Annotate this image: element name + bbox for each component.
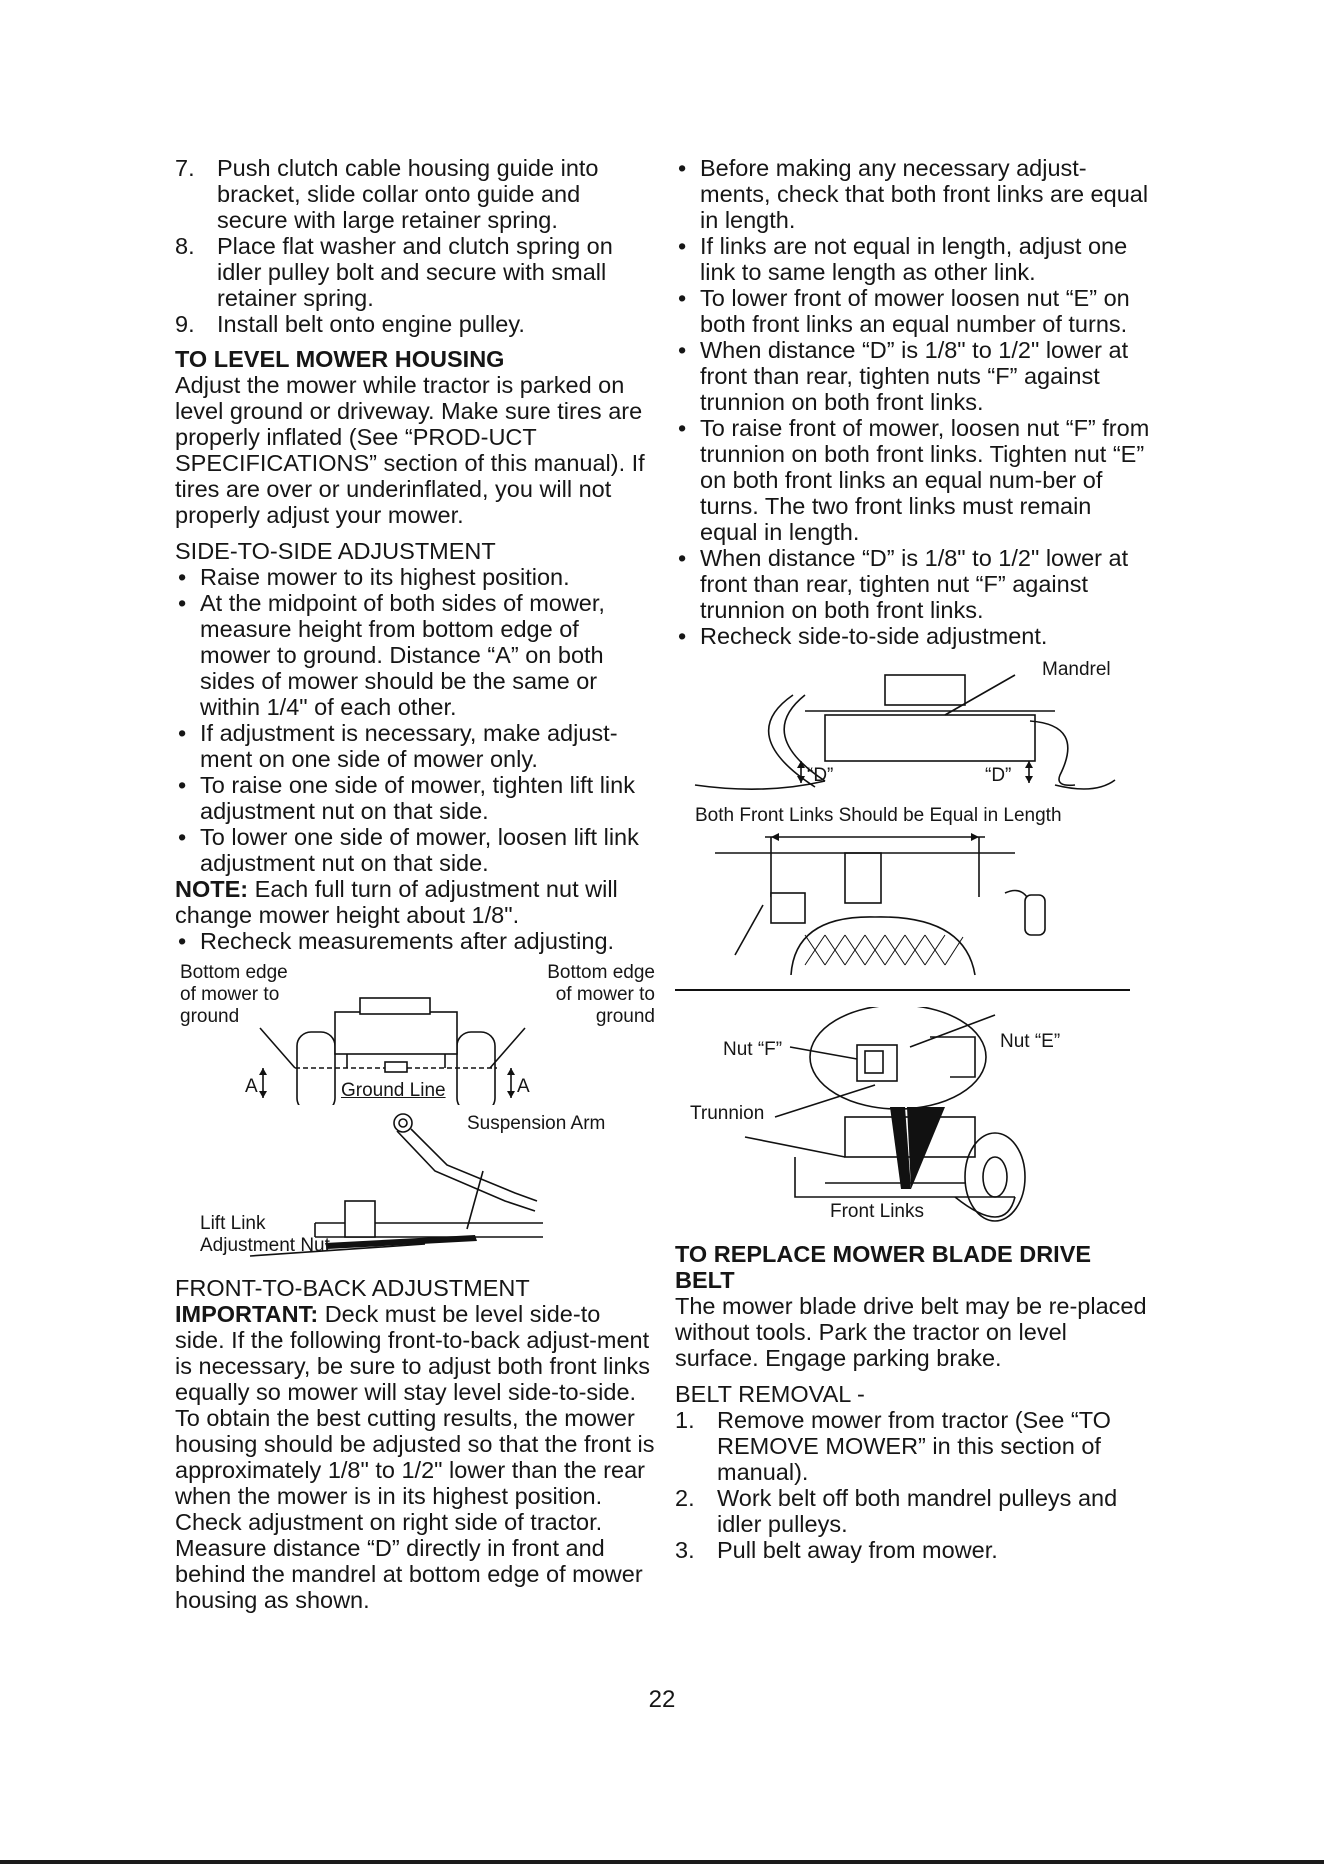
list-item: • If adjustment is necessary, make adjust-ment on one side of mower only. [175,720,655,772]
important-text: Deck must be level side-to side. If the following front-to-back adjust-ment is necessary, be sure to adjust both front links equally so mower will stay level side-to-side. [175,1301,651,1405]
level-intro-text: Adjust the mower while tractor is parked on level ground or driveway. Make sure tires are properly inflated (See “PROD-UCT SPECIFICATIONS” section of this manual). If tires are over or underinflated, you will not properly adjust your mower. [175,372,645,528]
list-item: • When distance “D” is 1/8" to 1/2" lower at front than rear, tighten nuts “F” against trunnion on both front links. [675,337,1155,415]
nut-f-label: Nut “F” [723,1039,783,1060]
list-item [175,155,655,233]
list-item: • When distance “D” is 1/8" to 1/2" lower at front than rear, tighten nut “F” against trunnion on both front links. [675,545,1155,623]
step-number: 3. [675,1537,695,1563]
front-to-back-heading: FRONT-TO-BACK ADJUSTMENT [175,1275,530,1301]
list-item: • If links are not equal in length, adjust one link to same length as other link. [675,233,1155,285]
side-to-side-heading: SIDE-TO-SIDE ADJUSTMENT [175,538,496,564]
important-paragraph [175,1301,655,1405]
bottom-edge-label-right: Bottom edge of mower to ground [547,962,655,1027]
list-item: • At the midpoint of both sides of mower, measure height from bottom edge of mower to ground. Distance “A” on both sides of mower should be the same or within 1/4" of each other. [175,590,655,720]
list-item: • Recheck side-to-side adjustment. [675,623,1155,649]
mandrel-label: Mandrel [1042,659,1111,680]
list-item [175,311,655,337]
list-item [675,1537,1155,1563]
step-text: Work belt off both mandrel pulleys and idler pulleys. [717,1485,1118,1537]
list-item [675,1407,1155,1485]
front-links-figure [675,805,1155,983]
step-text: Install belt onto engine pulley. [217,311,525,337]
list-item: • Recheck measurements after adjusting. [175,928,655,954]
check-adjustment-text: Check adjustment on right side of tractor. Measure distance “D” directly in front and behind the mandrel at bottom edge of mower housing as shown. [175,1509,643,1613]
step-text: Place flat washer and clutch spring on idler pulley bolt and secure with small retainer spring. [217,233,613,311]
trunnion-figure [675,1007,1155,1229]
list-item [175,233,655,311]
front-links-drawing [675,805,1155,983]
side-to-side-bullets [175,564,655,876]
section-divider [675,989,1130,991]
list-item: • Before making any necessary adjust-ments, check that both front links are equal in length. [675,155,1155,233]
ground-line-label: Ground Line [341,1080,446,1101]
side-to-side-figure [175,960,655,1105]
front-link-bullets [675,155,1155,649]
note-text: Each full turn of adjustment nut will change mower height about 1/8". [175,876,618,928]
page-number: 22 [648,1686,676,1713]
lift-link-figure [175,1111,655,1269]
list-item: • Raise mower to its highest position. [175,564,655,590]
level-mower-heading: TO LEVEL MOWER HOUSING [175,346,505,372]
belt-removal-steps [675,1407,1155,1563]
right-column [675,155,1155,1563]
nut-e-label: Nut “E” [1000,1031,1061,1052]
left-column [175,155,655,1613]
recheck-bullet-list [175,928,655,954]
list-item [675,1485,1155,1537]
mandrel-figure [675,655,1155,801]
list-item: • To lower one side of mower, loosen lift link adjustment nut on that side. [175,824,655,876]
step-text: Pull belt away from mower. [717,1537,998,1563]
list-item: • To lower front of mower loosen nut “E” on both front links an equal number of turns. [675,285,1155,337]
bottom-edge-label-left: Bottom edge of mower to ground [180,962,288,1027]
step-number: 9. [175,311,195,337]
important-label: IMPORTANT: [175,1301,319,1327]
cutting-results-text: To obtain the best cutting results, the mower housing should be adjusted so that the front is approximately 1/8" to 1/2" lower than the rear when the mower is in its highest position. [175,1405,655,1509]
replace-belt-text: The mower blade drive belt may be re-placed without tools. Park the tractor on level surface. Engage parking brake. [675,1293,1147,1371]
suspension-arm-label: Suspension Arm [467,1113,606,1134]
step-number: 1. [675,1407,695,1433]
belt-removal-heading: BELT REMOVAL - [675,1381,865,1407]
step-number: 2. [675,1485,695,1511]
replace-belt-heading: TO REPLACE MOWER BLADE DRIVE BELT [675,1241,1092,1293]
note-paragraph [175,876,655,928]
trunnion-label: Trunnion [690,1103,765,1124]
step-number: 7. [175,155,195,181]
assembly-steps [175,155,655,337]
note-label: NOTE: [175,876,249,902]
list-item: • To raise front of mower, loosen nut “F” from trunnion on both front links. Tighten nut “E” on both front links an equal num-ber of turns. The two front links must remain equal in length. [675,415,1155,545]
step-text: Push clutch cable housing guide into bracket, slide collar onto guide and secure with large retainer spring. [217,155,599,233]
d-label-right: “D” [985,765,1012,786]
lift-link-label: Lift Link Adjustment Nut [200,1213,330,1256]
a-label-left: A [245,1076,258,1097]
step-number: 8. [175,233,195,259]
d-label-left: “D” [807,765,834,786]
a-label-right: A [517,1076,530,1097]
list-item: • To raise one side of mower, tighten lift link adjustment nut on that side. [175,772,655,824]
front-links-caption: Both Front Links Should be Equal in Length [695,805,1062,826]
front-links-label: Front Links [830,1201,924,1222]
step-text: Remove mower from tractor (See “TO REMOVE MOWER” in this section of manual). [717,1407,1111,1485]
bottom-border-line [0,1860,1324,1864]
